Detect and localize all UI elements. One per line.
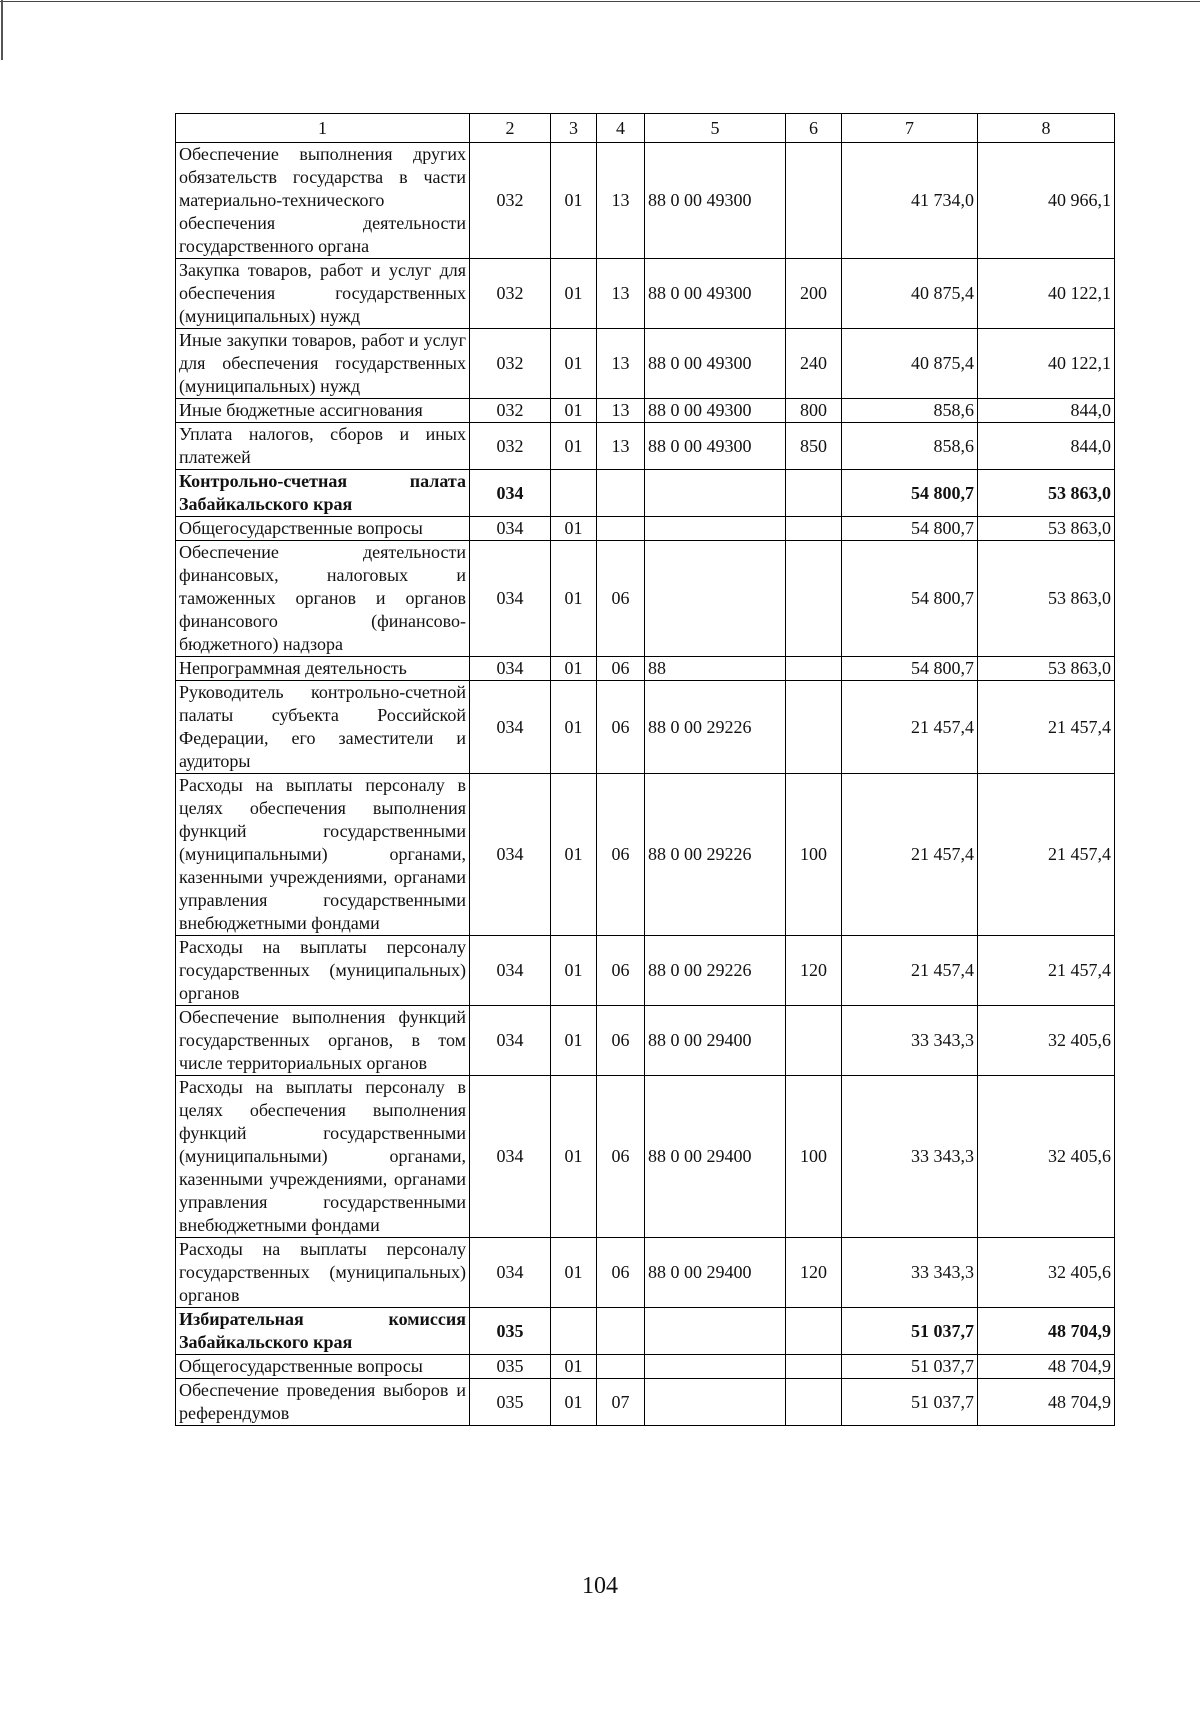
scan-edge-line bbox=[0, 1, 1200, 2]
table-row bbox=[176, 399, 1115, 423]
section-code: 01 bbox=[551, 1379, 597, 1426]
ministry-code: 032 bbox=[470, 329, 551, 399]
subsection-code: 07 bbox=[597, 1379, 645, 1426]
expense-type-code bbox=[786, 470, 842, 517]
table-row-agency bbox=[176, 1308, 1115, 1355]
section-code: 01 bbox=[551, 1355, 597, 1379]
table-row bbox=[176, 1355, 1115, 1379]
subsection-code: 13 bbox=[597, 399, 645, 423]
section-code: 01 bbox=[551, 1076, 597, 1238]
ministry-code: 032 bbox=[470, 399, 551, 423]
expense-type-code bbox=[786, 143, 842, 259]
target-article-code bbox=[645, 1355, 786, 1379]
amount-col7: 54 800,7 bbox=[842, 657, 978, 681]
ministry-code: 034 bbox=[470, 657, 551, 681]
ministry-code: 035 bbox=[470, 1355, 551, 1379]
section-code: 01 bbox=[551, 541, 597, 657]
amount-col7: 41 734,0 bbox=[842, 143, 978, 259]
section-code: 01 bbox=[551, 399, 597, 423]
expense-type-code: 850 bbox=[786, 423, 842, 470]
target-article-code: 88 0 00 29400 bbox=[645, 1238, 786, 1308]
table-row bbox=[176, 681, 1115, 774]
amount-col8: 53 863,0 bbox=[978, 657, 1115, 681]
section-code bbox=[551, 1308, 597, 1355]
ministry-code: 034 bbox=[470, 936, 551, 1006]
table-row bbox=[176, 423, 1115, 470]
subsection-code: 13 bbox=[597, 143, 645, 259]
amount-col7: 21 457,4 bbox=[842, 774, 978, 936]
expense-type-code: 100 bbox=[786, 1076, 842, 1238]
ministry-code: 032 bbox=[470, 423, 551, 470]
column-header: 8 bbox=[978, 114, 1115, 143]
section-code bbox=[551, 470, 597, 517]
expense-type-code: 240 bbox=[786, 329, 842, 399]
column-header: 7 bbox=[842, 114, 978, 143]
target-article-code bbox=[645, 470, 786, 517]
expense-type-code: 200 bbox=[786, 259, 842, 329]
row-name: Иные бюджетные ассигнования bbox=[176, 399, 470, 423]
scan-edge-mark bbox=[1, 0, 3, 60]
target-article-code bbox=[645, 1379, 786, 1426]
amount-col8: 48 704,9 bbox=[978, 1379, 1115, 1426]
amount-col7: 54 800,7 bbox=[842, 517, 978, 541]
amount-col7: 858,6 bbox=[842, 423, 978, 470]
target-article-code bbox=[645, 517, 786, 541]
subsection-code: 06 bbox=[597, 1238, 645, 1308]
subsection-code bbox=[597, 470, 645, 517]
table-row bbox=[176, 541, 1115, 657]
amount-col8: 21 457,4 bbox=[978, 681, 1115, 774]
row-name: Уплата налогов, сборов и иных платежей bbox=[176, 423, 470, 470]
amount-col7: 33 343,3 bbox=[842, 1006, 978, 1076]
ministry-code: 034 bbox=[470, 541, 551, 657]
subsection-code: 06 bbox=[597, 681, 645, 774]
ministry-code: 035 bbox=[470, 1308, 551, 1355]
amount-col7: 33 343,3 bbox=[842, 1238, 978, 1308]
amount-col8: 48 704,9 bbox=[978, 1308, 1115, 1355]
column-header: 3 bbox=[551, 114, 597, 143]
column-header: 2 bbox=[470, 114, 551, 143]
amount-col8: 53 863,0 bbox=[978, 541, 1115, 657]
section-code: 01 bbox=[551, 329, 597, 399]
row-name: Непрограммная деятельность bbox=[176, 657, 470, 681]
amount-col8: 21 457,4 bbox=[978, 774, 1115, 936]
table-row bbox=[176, 517, 1115, 541]
target-article-code: 88 0 00 49300 bbox=[645, 143, 786, 259]
target-article-code: 88 0 00 29226 bbox=[645, 681, 786, 774]
amount-col7: 54 800,7 bbox=[842, 470, 978, 517]
section-code: 01 bbox=[551, 774, 597, 936]
table-row bbox=[176, 1006, 1115, 1076]
section-code: 01 bbox=[551, 517, 597, 541]
amount-col8: 40 122,1 bbox=[978, 329, 1115, 399]
table-row bbox=[176, 774, 1115, 936]
section-code: 01 bbox=[551, 259, 597, 329]
row-name: Закупка товаров, работ и услуг для обеспечения государственных (муниципальных) нужд bbox=[176, 259, 470, 329]
expense-type-code bbox=[786, 1379, 842, 1426]
target-article-code bbox=[645, 1308, 786, 1355]
amount-col8: 844,0 bbox=[978, 399, 1115, 423]
amount-col8: 53 863,0 bbox=[978, 470, 1115, 517]
row-name: Руководитель контрольно-счетной палаты субъекта Российской Федерации, его заместители и аудиторы bbox=[176, 681, 470, 774]
page-number: 104 bbox=[582, 1573, 618, 1599]
row-name: Иные закупки товаров, работ и услуг для обеспечения государственных (муниципальных) нужд bbox=[176, 329, 470, 399]
section-code: 01 bbox=[551, 681, 597, 774]
amount-col8: 53 863,0 bbox=[978, 517, 1115, 541]
subsection-code: 06 bbox=[597, 657, 645, 681]
subsection-code bbox=[597, 1355, 645, 1379]
section-code: 01 bbox=[551, 936, 597, 1006]
amount-col8: 21 457,4 bbox=[978, 936, 1115, 1006]
row-name: Расходы на выплаты персоналу государственных (муниципальных) органов bbox=[176, 936, 470, 1006]
expense-type-code: 120 bbox=[786, 936, 842, 1006]
subsection-code: 13 bbox=[597, 259, 645, 329]
subsection-code: 06 bbox=[597, 936, 645, 1006]
column-header: 4 bbox=[597, 114, 645, 143]
target-article-code: 88 0 00 49300 bbox=[645, 399, 786, 423]
row-name: Расходы на выплаты персоналу в целях обеспечения выполнения функций государственными (муниципальными) органами, казенными учреждениями, органами управления государственными внебюджетными фондами bbox=[176, 1076, 470, 1238]
table-row bbox=[176, 329, 1115, 399]
expense-type-code bbox=[786, 1308, 842, 1355]
subsection-code: 13 bbox=[597, 423, 645, 470]
section-code: 01 bbox=[551, 1006, 597, 1076]
column-header: 5 bbox=[645, 114, 786, 143]
ministry-code: 034 bbox=[470, 1238, 551, 1308]
amount-col7: 21 457,4 bbox=[842, 936, 978, 1006]
section-code: 01 bbox=[551, 1238, 597, 1308]
target-article-code: 88 0 00 49300 bbox=[645, 423, 786, 470]
target-article-code: 88 0 00 29400 bbox=[645, 1006, 786, 1076]
amount-col7: 33 343,3 bbox=[842, 1076, 978, 1238]
subsection-code: 06 bbox=[597, 774, 645, 936]
expense-type-code bbox=[786, 1006, 842, 1076]
subsection-code: 06 bbox=[597, 1076, 645, 1238]
table-header-row bbox=[176, 114, 1115, 143]
row-name: Обеспечение деятельности финансовых, налоговых и таможенных органов и органов финансового (финансово-бюджетного) надзора bbox=[176, 541, 470, 657]
table-row bbox=[176, 259, 1115, 329]
row-name: Обеспечение проведения выборов и референдумов bbox=[176, 1379, 470, 1426]
ministry-code: 035 bbox=[470, 1379, 551, 1426]
row-name: Общегосударственные вопросы bbox=[176, 517, 470, 541]
subsection-code: 06 bbox=[597, 541, 645, 657]
amount-col7: 51 037,7 bbox=[842, 1308, 978, 1355]
target-article-code: 88 bbox=[645, 657, 786, 681]
target-article-code: 88 0 00 29400 bbox=[645, 1076, 786, 1238]
expense-type-code bbox=[786, 517, 842, 541]
expense-type-code: 800 bbox=[786, 399, 842, 423]
row-name: Контрольно-счетная палата Забайкальского края bbox=[176, 470, 470, 517]
ministry-code: 034 bbox=[470, 1006, 551, 1076]
row-name: Расходы на выплаты персоналу государственных (муниципальных) органов bbox=[176, 1238, 470, 1308]
subsection-code bbox=[597, 1308, 645, 1355]
ministry-code: 034 bbox=[470, 470, 551, 517]
target-article-code bbox=[645, 541, 786, 657]
row-name: Расходы на выплаты персоналу в целях обеспечения выполнения функций государственными (муниципальными) органами, казенными учреждениями, органами управления государственными внебюджетными фондами bbox=[176, 774, 470, 936]
expense-type-code bbox=[786, 681, 842, 774]
section-code: 01 bbox=[551, 423, 597, 470]
table-row bbox=[176, 1379, 1115, 1426]
expense-type-code bbox=[786, 657, 842, 681]
expense-type-code bbox=[786, 541, 842, 657]
column-header: 6 bbox=[786, 114, 842, 143]
amount-col8: 40 122,1 bbox=[978, 259, 1115, 329]
amount-col8: 32 405,6 bbox=[978, 1238, 1115, 1308]
budget-table bbox=[175, 113, 1115, 1426]
amount-col7: 21 457,4 bbox=[842, 681, 978, 774]
table-row bbox=[176, 936, 1115, 1006]
table-row bbox=[176, 657, 1115, 681]
amount-col7: 51 037,7 bbox=[842, 1355, 978, 1379]
ministry-code: 032 bbox=[470, 259, 551, 329]
row-name: Избирательная комиссия Забайкальского края bbox=[176, 1308, 470, 1355]
expense-type-code: 120 bbox=[786, 1238, 842, 1308]
target-article-code: 88 0 00 29226 bbox=[645, 774, 786, 936]
row-name: Обеспечение выполнения функций государственных органов, в том числе территориальных органов bbox=[176, 1006, 470, 1076]
subsection-code: 06 bbox=[597, 1006, 645, 1076]
amount-col7: 40 875,4 bbox=[842, 329, 978, 399]
amount-col8: 32 405,6 bbox=[978, 1076, 1115, 1238]
amount-col8: 40 966,1 bbox=[978, 143, 1115, 259]
amount-col7: 51 037,7 bbox=[842, 1379, 978, 1426]
table-row-agency bbox=[176, 470, 1115, 517]
ministry-code: 032 bbox=[470, 143, 551, 259]
amount-col8: 32 405,6 bbox=[978, 1006, 1115, 1076]
expense-type-code: 100 bbox=[786, 774, 842, 936]
row-name: Общегосударственные вопросы bbox=[176, 1355, 470, 1379]
amount-col8: 844,0 bbox=[978, 423, 1115, 470]
row-name: Обеспечение выполнения других обязательств государства в части материально-технического обеспечения деятельности государственного органа bbox=[176, 143, 470, 259]
table-row bbox=[176, 143, 1115, 259]
target-article-code: 88 0 00 29226 bbox=[645, 936, 786, 1006]
ministry-code: 034 bbox=[470, 1076, 551, 1238]
target-article-code: 88 0 00 49300 bbox=[645, 259, 786, 329]
expense-type-code bbox=[786, 1355, 842, 1379]
amount-col7: 858,6 bbox=[842, 399, 978, 423]
table-row bbox=[176, 1076, 1115, 1238]
ministry-code: 034 bbox=[470, 681, 551, 774]
subsection-code bbox=[597, 517, 645, 541]
subsection-code: 13 bbox=[597, 329, 645, 399]
amount-col7: 40 875,4 bbox=[842, 259, 978, 329]
amount-col8: 48 704,9 bbox=[978, 1355, 1115, 1379]
amount-col7: 54 800,7 bbox=[842, 541, 978, 657]
table-row bbox=[176, 1238, 1115, 1308]
ministry-code: 034 bbox=[470, 517, 551, 541]
section-code: 01 bbox=[551, 657, 597, 681]
ministry-code: 034 bbox=[470, 774, 551, 936]
column-header: 1 bbox=[176, 114, 470, 143]
target-article-code: 88 0 00 49300 bbox=[645, 329, 786, 399]
section-code: 01 bbox=[551, 143, 597, 259]
